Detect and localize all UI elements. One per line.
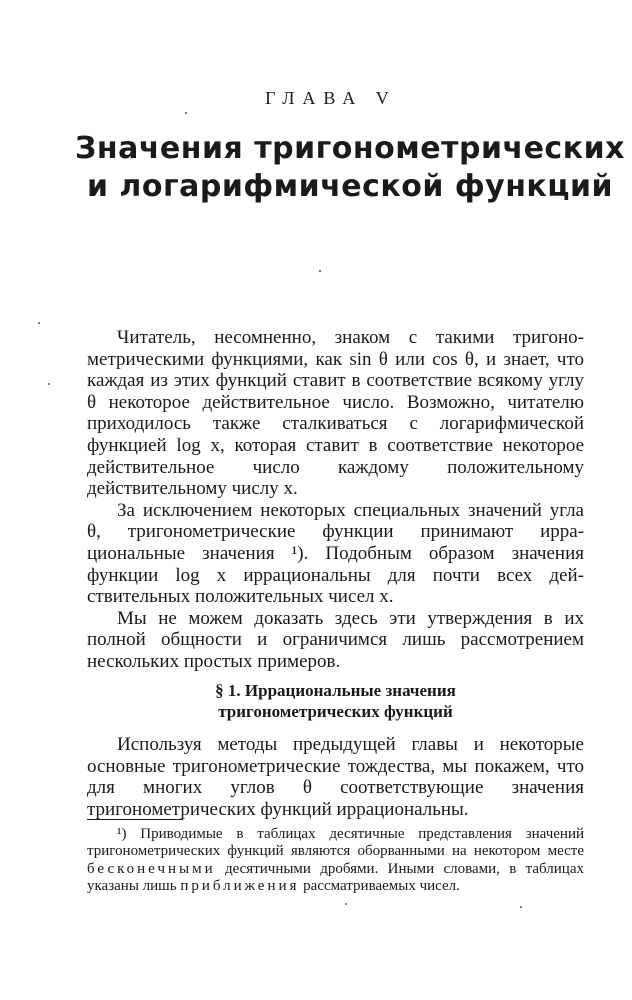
section-text [87, 734, 584, 820]
footnote-divider [87, 819, 183, 820]
paragraph-1: Читатель, несомненно, знаком с такими тригонометрическими функциями, как sin θ или cos θ, и знает, что каждая из этих функций ставит в соответствие всякому углу θ некоторое действительное число. Возможно, читателю приходилось также сталкиваться с логарифмической функцией log x, которая ставит в соответствие некоторое действительное число каждому положительному действительному числу x. [87, 327, 584, 500]
chapter-title [60, 130, 632, 206]
footnote-emphasis-infinite: бесконечными [87, 860, 216, 877]
scan-speck [345, 903, 347, 905]
scan-speck [520, 906, 522, 908]
paragraph-3: Мы не можем доказать здесь эти утверждения в их полной общности и ограничимся лишь рассмотрением нескольких простых примеров. [87, 607, 584, 672]
chapter-title-line-1: Значения тригонометрических [75, 131, 625, 166]
scan-speck [38, 322, 40, 324]
footnote-text-3: рассматриваемых чисел. [299, 878, 460, 895]
paragraph-2: За исключением некоторых специальных значений угла θ, тригонометрические функции принимают иррациональные значения ¹). Подобным образом значения функции log x иррациональны для почти всех действительных положительных чисел x. [87, 499, 584, 608]
chapter-label: ГЛАВА V [265, 88, 397, 108]
footnote-text-2: десятичными дробями. Иными словами, в таблицах указаны лишь [87, 860, 584, 895]
chapter-title-line-2: и логарифмической функций [86, 169, 614, 204]
section-heading [87, 680, 584, 722]
footnote [87, 826, 584, 896]
footnote-emphasis-approximations: приближения [180, 878, 300, 895]
scan-speck [185, 112, 187, 114]
section-heading-line-1: § 1. Иррациональные значения [215, 681, 456, 700]
section-paragraph: Используя методы предыдущей главы и некоторые основные тригонометрические тождества, мы покажем, что для многих углов θ соответствующие значения тригонометрических функций иррациональны. [87, 734, 584, 820]
footnote-text-1: ¹) Приводимые в таблицах десятичные представления значений тригонометрических функций являются оборванными на некотором месте [87, 826, 584, 860]
scan-speck [319, 270, 321, 272]
section-heading-line-2: тригонометрических функций [218, 702, 453, 721]
scan-speck [48, 383, 50, 385]
chapter-intro-text [87, 327, 584, 673]
